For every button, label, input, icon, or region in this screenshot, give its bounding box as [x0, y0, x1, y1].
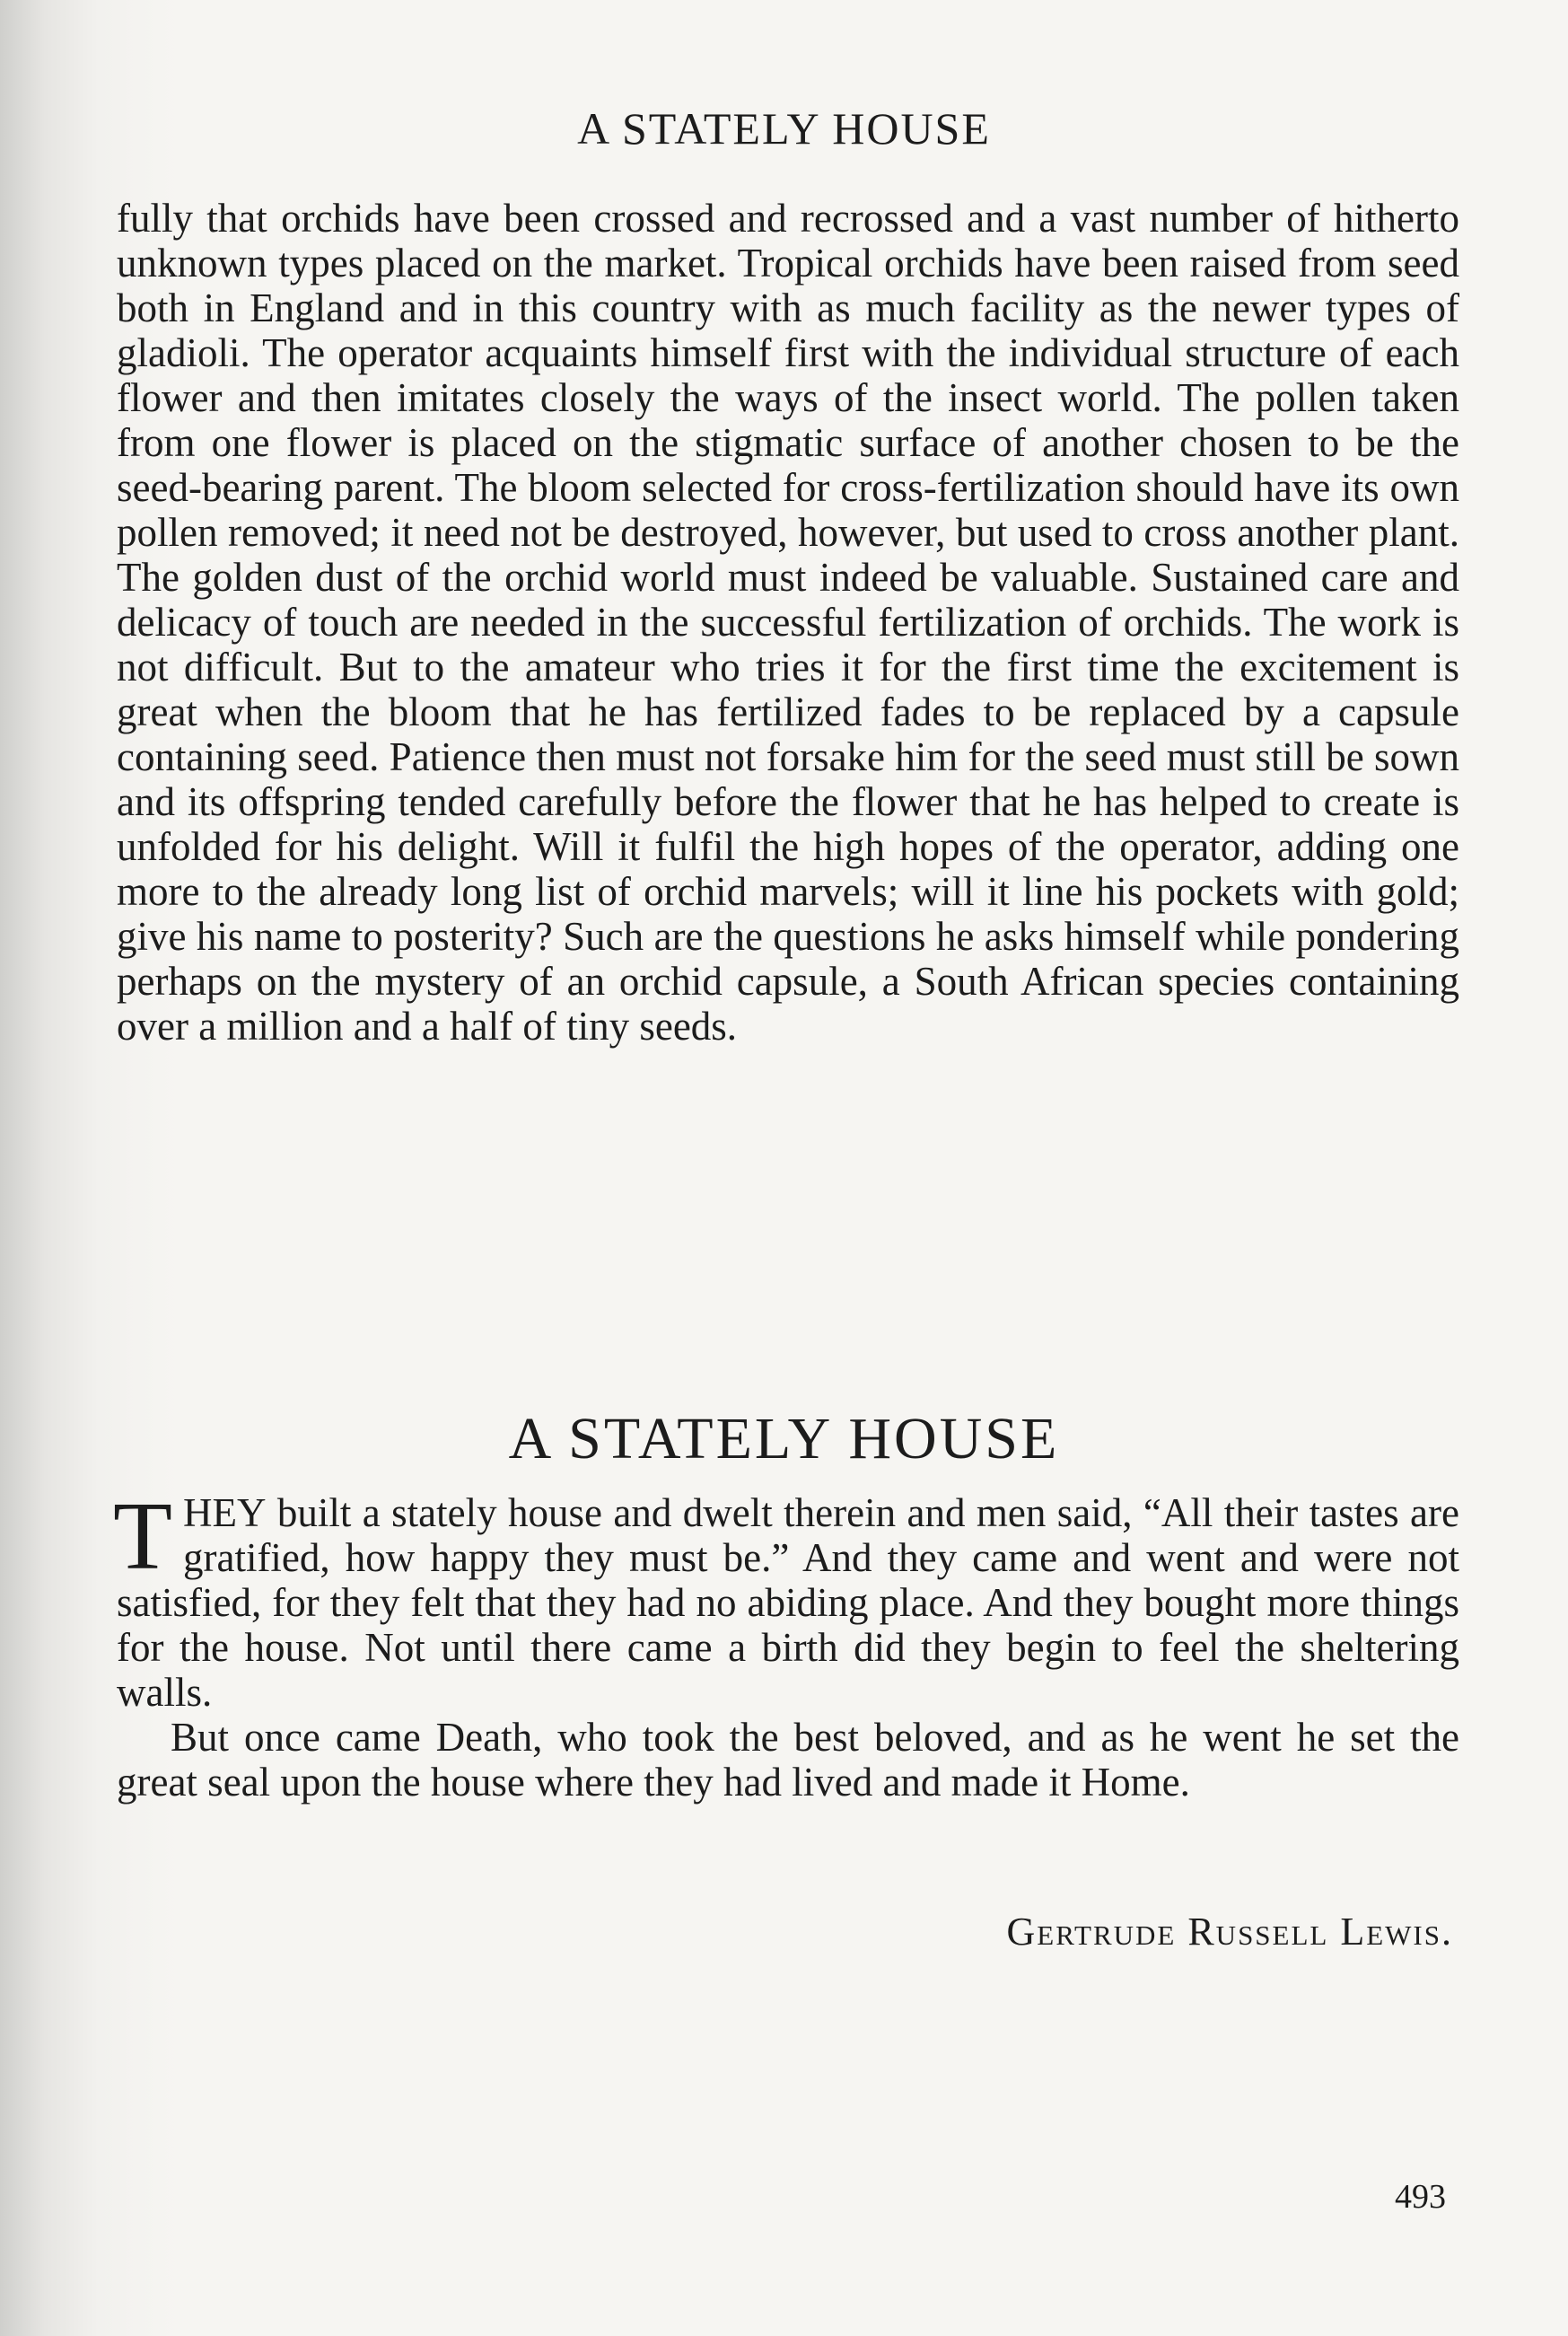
paragraph-2: But once came Death, who took the best beloved, and as he went he set the great seal upon the house where they had lived and made it Home. [117, 1715, 1459, 1805]
drop-cap: T [113, 1483, 172, 1590]
paragraph-1-text: built a stately house and dwelt therein and men said, “All their tastes are gratified, how happy they must be.” And they came and went and were not satisfied, for they felt that they had no abiding place. And they bought more things for the house. Not until there came a birth did they begin to feel the sheltering walls. [117, 1490, 1459, 1715]
section-body [113, 1483, 1459, 1805]
page-number: 493 [1395, 2178, 1446, 2216]
section-title: A STATELY HOUSE [508, 1406, 1060, 1471]
author-signature: Gertrude Russell Lewis. [1006, 1910, 1453, 1954]
lead-word: HEY [182, 1490, 267, 1535]
paragraph-1 [113, 1483, 1459, 1715]
running-head: A STATELY HOUSE [577, 103, 991, 154]
continued-paragraph: fully that orchids have been crossed and recrossed and a vast number of hitherto unknown types placed on the market. Tropical orchids have been raised from seed both in England and in this country with as much facility as the newer types of gladioli. The operator acquaints himself first with the individual structure of each flower and then imitates closely the ways of the insect world. The pollen taken from one flower is placed on the stigmatic surface of another chosen to be the seed-bearing parent. The bloom selected for cross-fertilization should have its own pollen removed; it need not be destroyed, however, but used to cross another plant. The golden dust of the orchid world must indeed be valuable. Sustained care and delicacy of touch are needed in the successful fertilization of orchids. The work is not difficult. But to the amateur who tries it for the first time the excitement is great when the bloom that he has fertilized fades to be replaced by a capsule containing seed. Patience then must not forsake him for the seed must still be sown and its offspring tended carefully before the flower that he has helped to create is unfolded for his delight. Will it fulfil the high hopes of the operator, adding one more to the already long list of orchid marvels; will it line his pockets with gold; give his name to posterity? Such are the questions he asks himself while pondering perhaps on the mystery of an orchid capsule, a South African species containing over a million and a half of tiny seeds. [117, 196, 1459, 1049]
